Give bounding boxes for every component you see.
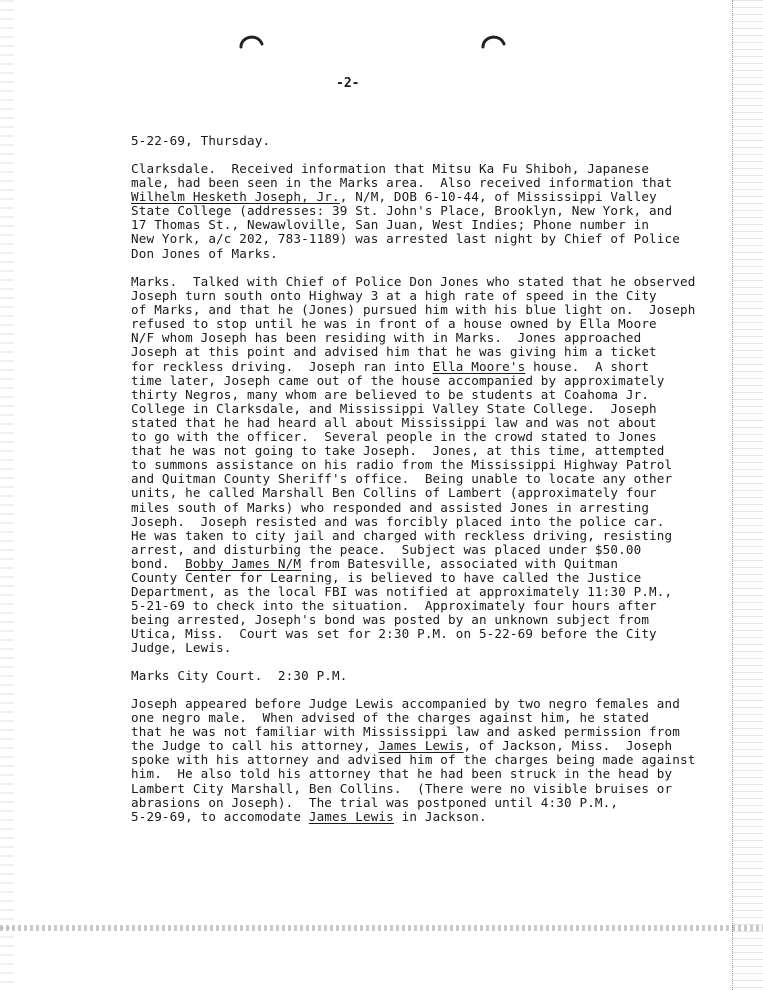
text-line: time later, Joseph came out of the house accompanied by approximately: [131, 372, 665, 388]
text-line: State College (addresses: 39 St. John's Place, Brooklyn, New York, and: [131, 203, 673, 219]
scan-bottom-rule: [0, 925, 763, 931]
text-line: of Marks, and that he (Jones) pursued him with his blue light on. Joseph: [131, 302, 696, 318]
text-line: 5-29-69, to accomodate James Lewis in Jackson.: [131, 808, 487, 824]
scan-edge-right: [732, 0, 763, 990]
text-line: to go with the officer. Several people in the crowd stated to Jones: [131, 429, 657, 445]
text-line: 5-21-69 to check into the situation. Approximately four hours after: [131, 598, 657, 614]
text-line: Judge, Lewis.: [131, 640, 232, 656]
text-line: spoke with his attorney and advised him of the charges being made against: [131, 752, 696, 768]
text-line: County Center for Learning, is believed to have called the Justice: [131, 569, 642, 585]
punch-hole-left-icon: [238, 32, 264, 52]
text-line: Joseph appeared before Judge Lewis accompanied by two negro females and: [131, 696, 680, 711]
text-line: Don Jones of Marks.: [131, 245, 278, 261]
text-line: that he was not familiar with Mississippi law and asked permission from: [131, 724, 680, 740]
paragraph-clarksdale: [131, 161, 680, 261]
text-line: him. He also told his attorney that he had been struck in the head by: [131, 766, 673, 782]
underlined-name: Bobby James N/M: [185, 555, 302, 571]
text-line: New York, a/c 202, 783-1189) was arrested last night by Chief of Police: [131, 231, 680, 247]
text-line: bond. Bobby James N/M from Batesville, associated with Quitman: [131, 555, 619, 571]
text-line: miles south of Marks) who responded and assisted Jones in arresting: [131, 499, 650, 515]
text-line: that he was not going to take Joseph. Jones, at this time, attempted: [131, 443, 665, 459]
underlined-name: James Lewis: [308, 808, 394, 824]
text-line: Joseph turn south onto Highway 3 at a high rate of speed in the City: [131, 288, 657, 304]
paragraph-court: [131, 696, 696, 824]
text-line: one negro male. When advised of the charges against him, he stated: [131, 710, 650, 726]
text-line: abrasions on Joseph). The trial was postponed until 4:30 P.M.,: [131, 794, 619, 810]
date-line: 5-22-69, Thursday.: [131, 133, 271, 148]
text-line: College in Clarksdale, and Mississippi Valley State College. Joseph: [131, 400, 657, 416]
scan-edge-left: [0, 0, 14, 990]
underlined-name: Ella Moore's: [432, 358, 526, 374]
text-line: Utica, Miss. Court was set for 2:30 P.M. on 5-22-69 before the City: [131, 626, 657, 642]
text-line: to summons assistance on his radio from the Mississippi Highway Patrol: [131, 457, 673, 473]
text-line: refused to stop until he was in front of a house owned by Ella Moore: [131, 316, 657, 332]
text-line: the Judge to call his attorney, James Lewis, of Jackson, Miss. Joseph: [131, 738, 673, 754]
punch-hole-right-icon: [480, 32, 506, 52]
text-line: and Quitman County Sheriff's office. Being unable to locate any other: [131, 471, 673, 487]
text-line: male, had been seen in the Marks area. Also received information that: [131, 175, 673, 191]
text-line: 17 Thomas St., Newawloville, San Juan, West Indies; Phone number in: [131, 217, 650, 233]
text-line: Clarksdale. Received information that Mitsu Ka Fu Shiboh, Japanese: [131, 161, 650, 176]
text-line: units, he called Marshall Ben Collins of Lambert (approximately four: [131, 485, 657, 501]
text-line: being arrested, Joseph's bond was posted by an unknown subject from: [131, 612, 650, 628]
underlined-name: Wilhelm Hesketh Joseph, Jr.: [131, 189, 340, 205]
text-line: Joseph at this point and advised him that he was giving him a ticket: [131, 344, 657, 360]
text-line: Marks. Talked with Chief of Police Don Jones who stated that he observed: [131, 274, 696, 289]
text-line: Lambert City Marshall, Ben Collins. (There were no visible bruises or: [131, 780, 673, 796]
paragraph-marks: [131, 274, 696, 656]
text-line: Department, as the local FBI was notified at approximately 11:30 P.M.,: [131, 584, 673, 600]
court-heading: Marks City Court. 2:30 P.M.: [131, 668, 348, 683]
text-line: stated that he had heard all about Mississippi law and was not about: [131, 414, 657, 430]
text-line: Wilhelm Hesketh Joseph, Jr., N/M, DOB 6-10-44, of Mississippi Valley: [131, 189, 657, 205]
page-number: -2-: [336, 76, 360, 91]
text-line: for reckless driving. Joseph ran into Ella Moore's house. A short: [131, 358, 650, 374]
underlined-name: James Lewis: [378, 738, 464, 754]
text-line: Joseph. Joseph resisted and was forcibly placed into the police car.: [131, 513, 665, 529]
text-line: He was taken to city jail and charged with reckless driving, resisting: [131, 527, 673, 543]
text-line: thirty Negros, many whom are believed to be students at Coahoma Jr.: [131, 386, 650, 402]
text-line: arrest, and disturbing the peace. Subject was placed under $50.00: [131, 541, 642, 557]
text-line: N/F whom Joseph has been residing with in Marks. Jones approached: [131, 330, 642, 346]
